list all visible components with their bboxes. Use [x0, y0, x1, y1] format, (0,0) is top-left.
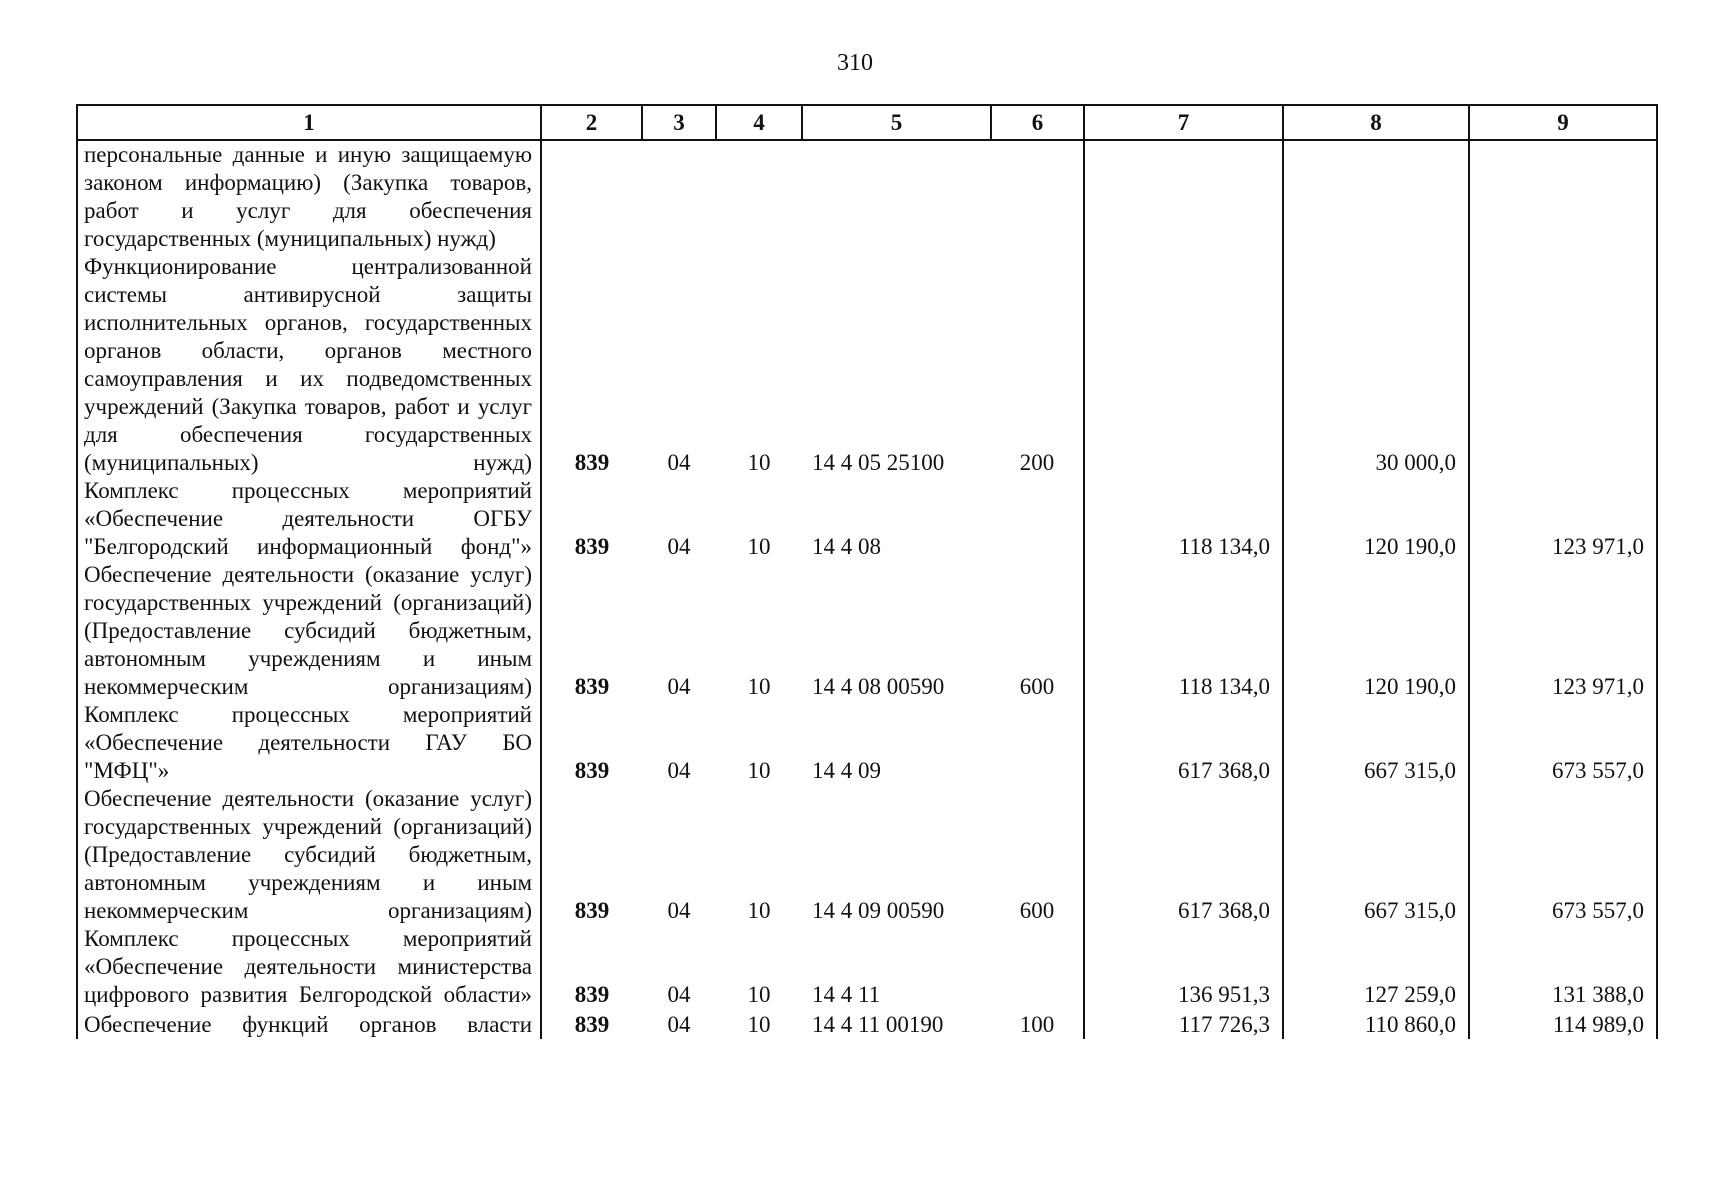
row-name: Комплекс процессных мероприятий «Обеспечение деятельности ОГБУ "Белгородский информационный фонд"» — [77, 477, 541, 561]
row-expense-type — [991, 477, 1084, 561]
row-target-article: 14 4 09 00590 — [812, 898, 945, 923]
budget-table — [76, 104, 1658, 1039]
row-subsection: 10 — [747, 450, 771, 475]
table-row — [77, 253, 1657, 477]
row-target-article: 14 4 05 25100 — [812, 450, 945, 475]
row-amount-col7: 136 951,3 — [1084, 925, 1283, 1009]
row-amount-col9: 123 971,0 — [1469, 561, 1657, 701]
table-row — [77, 140, 1657, 253]
row-name: Обеспечение деятельности (оказание услуг) государственных учреждений (организаций) (Предоставление субсидий бюджетным, автономным учреждениям и иным некоммерческим организациям) — [77, 561, 541, 701]
row-amount-col7 — [1084, 253, 1283, 477]
row-target-article: 14 4 11 00190 — [812, 1012, 944, 1037]
row-expense-type: 600 — [1019, 674, 1055, 699]
row-amount-col7: 118 134,0 — [1084, 477, 1283, 561]
table-row — [77, 925, 1657, 1009]
row-subsection: 10 — [747, 534, 771, 559]
row-expense-type: 100 — [1019, 1012, 1055, 1037]
row-section: 04 — [667, 898, 691, 923]
row-expense-type: 600 — [1019, 898, 1055, 923]
row-target-article — [802, 140, 991, 253]
row-section: 04 — [667, 1012, 691, 1037]
row-subsection: 10 — [747, 758, 771, 783]
row-amount-col9: 114 989,0 — [1469, 1009, 1657, 1039]
row-subsection — [716, 140, 802, 253]
row-subsection: 10 — [747, 982, 771, 1007]
table-row — [77, 1009, 1657, 1039]
row-code-ministry: 839 — [574, 450, 610, 475]
row-target-article: 14 4 09 — [812, 758, 881, 783]
column-header-2: 2 — [541, 105, 642, 140]
row-name: Функционирование централизованной системы антивирусной защиты исполнительных органов, государственных органов области, органов местного самоуправления и их подведомственных учреждений (Закупка товаров, работ и услуг для обеспечения государственных (муниципальных) нужд) — [77, 253, 541, 477]
row-amount-col8: 127 259,0 — [1283, 925, 1469, 1009]
row-name: Комплекс процессных мероприятий «Обеспечение деятельности министерства цифрового развития Белгородской области» — [77, 925, 541, 1009]
row-section: 04 — [667, 674, 691, 699]
row-amount-col9: 673 557,0 — [1469, 701, 1657, 785]
row-subsection: 10 — [747, 1012, 771, 1037]
row-code-ministry: 839 — [574, 982, 610, 1007]
row-section: 04 — [667, 758, 691, 783]
row-amount-col7: 117 726,3 — [1084, 1009, 1283, 1039]
row-code-ministry: 839 — [574, 898, 610, 923]
column-header-5: 5 — [802, 105, 991, 140]
table-row — [77, 561, 1657, 701]
row-target-article: 14 4 11 — [812, 982, 881, 1007]
row-target-article: 14 4 08 00590 — [812, 674, 945, 699]
row-expense-type — [991, 925, 1084, 1009]
row-amount-col8: 120 190,0 — [1283, 477, 1469, 561]
row-amount-col9 — [1469, 140, 1657, 253]
row-section — [642, 140, 716, 253]
row-name: Обеспечение функций органов власти — [77, 1009, 541, 1039]
column-header-6: 6 — [991, 105, 1084, 140]
table-row — [77, 785, 1657, 925]
row-subsection: 10 — [747, 674, 771, 699]
column-header-3: 3 — [642, 105, 716, 140]
row-code-ministry — [541, 140, 642, 253]
row-section: 04 — [667, 982, 691, 1007]
table-row — [77, 477, 1657, 561]
row-code-ministry: 839 — [574, 1012, 610, 1037]
row-amount-col7: 118 134,0 — [1084, 561, 1283, 701]
row-amount-col8: 120 190,0 — [1283, 561, 1469, 701]
row-name: персональные данные и иную защищаемую законом информацию) (Закупка товаров, работ и услуг для обеспечения государственных (муниципальных) нужд) — [77, 140, 541, 253]
row-amount-col7 — [1084, 140, 1283, 253]
row-amount-col7: 617 368,0 — [1084, 701, 1283, 785]
row-expense-type — [991, 701, 1084, 785]
table-header-row — [77, 105, 1657, 140]
row-name: Комплекс процессных мероприятий «Обеспечение деятельности ГАУ БО "МФЦ"» — [77, 701, 541, 785]
column-header-9: 9 — [1469, 105, 1657, 140]
row-subsection: 10 — [747, 898, 771, 923]
row-code-ministry: 839 — [574, 758, 610, 783]
column-header-8: 8 — [1283, 105, 1469, 140]
row-section: 04 — [667, 450, 691, 475]
row-amount-col9 — [1469, 253, 1657, 477]
row-expense-type — [991, 140, 1084, 253]
row-amount-col9: 673 557,0 — [1469, 785, 1657, 925]
table-row — [77, 701, 1657, 785]
row-amount-col8 — [1283, 140, 1469, 253]
row-amount-col8: 667 315,0 — [1283, 785, 1469, 925]
row-code-ministry: 839 — [574, 534, 610, 559]
row-amount-col8: 667 315,0 — [1283, 701, 1469, 785]
row-amount-col7: 617 368,0 — [1084, 785, 1283, 925]
column-header-1: 1 — [77, 105, 541, 140]
row-amount-col8: 110 860,0 — [1283, 1009, 1469, 1039]
row-amount-col9: 131 388,0 — [1469, 925, 1657, 1009]
row-name: Обеспечение деятельности (оказание услуг) государственных учреждений (организаций) (Предоставление субсидий бюджетным, автономным учреждениям и иным некоммерческим организациям) — [77, 785, 541, 925]
row-target-article: 14 4 08 — [812, 534, 881, 559]
row-amount-col9: 123 971,0 — [1469, 477, 1657, 561]
column-header-7: 7 — [1084, 105, 1283, 140]
page-number: 310 — [837, 50, 873, 76]
column-header-4: 4 — [716, 105, 802, 140]
row-code-ministry: 839 — [574, 674, 610, 699]
row-amount-col8: 30 000,0 — [1283, 253, 1469, 477]
row-section: 04 — [667, 534, 691, 559]
row-expense-type: 200 — [1019, 450, 1055, 475]
